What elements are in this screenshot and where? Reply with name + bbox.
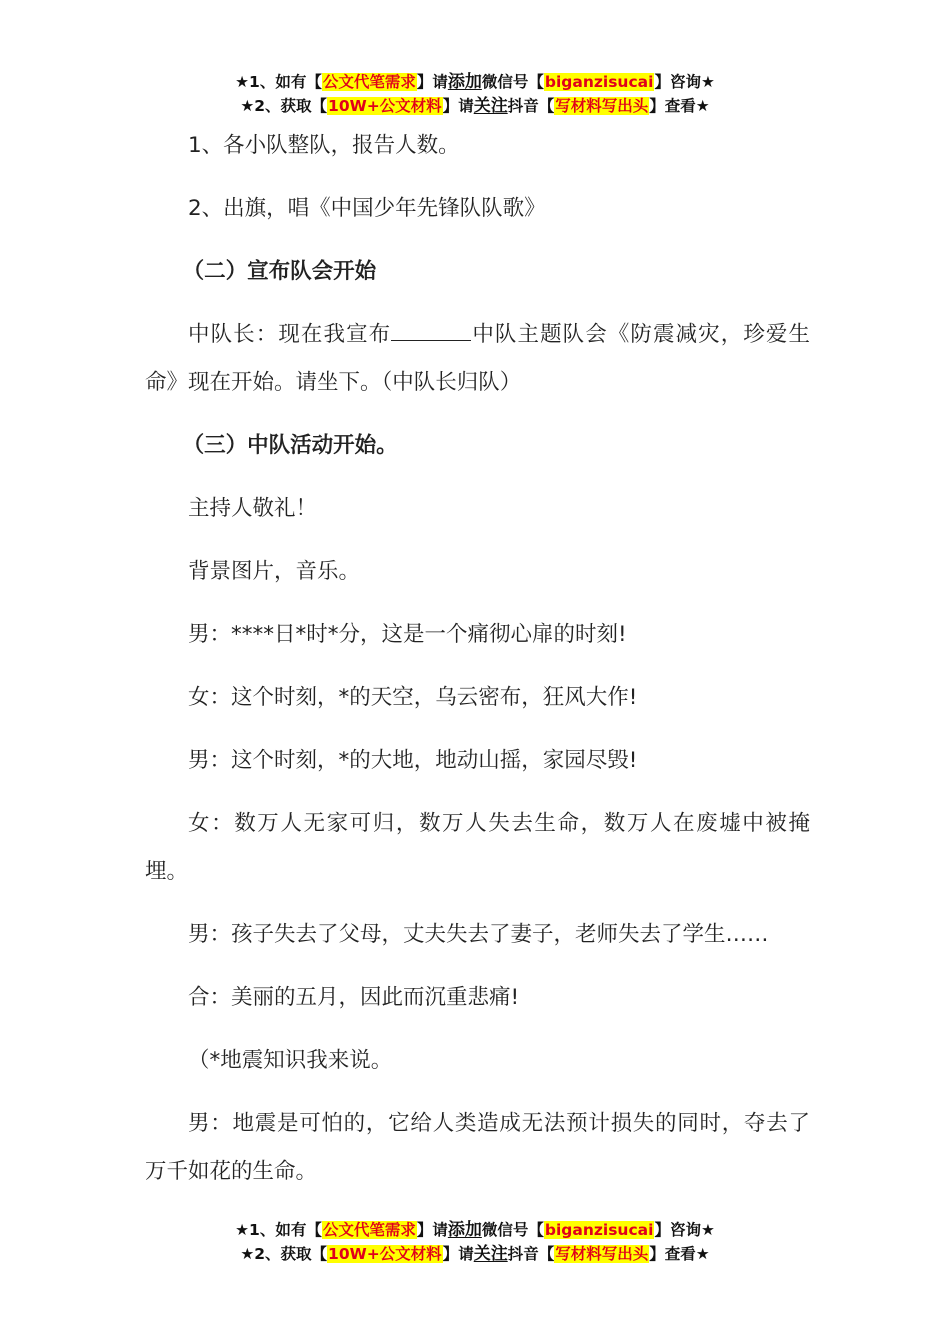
banner-text: 】请 [442,97,474,115]
paragraph: 男：这个时刻，*的大地，地动山摇，家园尽毁! [188,748,638,773]
banner-line-2 [0,94,950,118]
banner-underlined: 关注 [473,1244,508,1264]
paragraph: 女：数万人无家可归，数万人失去生命，数万人在废墟中被掩埋。 [145,811,810,884]
paragraph [145,311,810,407]
section-heading: （三）中队活动开始。 [182,433,398,458]
banner-text: 】查看★ [649,1245,710,1263]
paragraph: 主持人敬礼！ [188,496,318,521]
banner-line-1 [0,70,950,94]
banner-underlined: 添加 [447,1220,482,1240]
paragraph-text: 中队主题队会《防震减灾，珍爱生命》现在开始。请坐下。（中队长归队） [145,322,810,395]
paragraph: 男：地震是可怕的，它给人类造成无法预计损失的同时，夺去了万千如花的生命。 [145,1111,810,1184]
banner-highlight-wechat: biganzisucai [544,73,654,91]
paragraph: （*地震知识我来说。 [188,1048,393,1073]
banner-text: ★2、获取【 [240,1245,328,1263]
header-banner [0,70,950,118]
banner-text: 】咨询★ [654,73,715,91]
banner-text: 】查看★ [649,97,710,115]
banner-text: ★2、获取【 [240,97,328,115]
banner-highlight-douyin: 写材料写出头 [555,1245,649,1263]
banner-highlight-wechat: biganzisucai [544,1221,654,1239]
banner-highlight: 公文代笔需求 [322,73,416,91]
banner-text: ★1、如有【 [235,73,322,91]
banner-text: 】咨询★ [654,1221,715,1239]
banner-text: 】请 [416,1221,448,1239]
banner-highlight: 10W+公文材料 [328,1245,442,1263]
banner-line-1 [0,1218,950,1242]
footer-banner [0,1218,950,1266]
document-body [145,122,810,1211]
banner-highlight-douyin: 写材料写出头 [555,97,649,115]
banner-text: ★1、如有【 [235,1221,322,1239]
paragraph: 男：****日*时*分，这是一个痛彻心扉的时刻! [188,622,627,647]
paragraph: 合：美丽的五月，因此而沉重悲痛! [188,985,520,1010]
fill-in-blank [391,318,471,341]
banner-text: 】请 [442,1245,474,1263]
paragraph: 1、各小队整队，报告人数。 [188,133,460,158]
banner-text: 】请 [416,73,448,91]
paragraph: 背景图片，音乐。 [188,559,361,584]
banner-underlined: 关注 [473,96,508,116]
paragraph: 2、出旗，唱《中国少年先锋队队歌》 [188,196,546,221]
banner-text: 微信号【 [481,1221,544,1239]
paragraph: 男：孩子失去了父母，丈夫失去了妻子，老师失去了学生…… [188,922,769,947]
banner-highlight: 10W+公文材料 [328,97,442,115]
banner-text: 抖音【 [507,97,555,115]
section-heading: （二）宣布队会开始 [182,259,377,284]
banner-text: 抖音【 [507,1245,555,1263]
paragraph-text: 中队长：现在我宣布 [188,322,392,347]
banner-line-2 [0,1242,950,1266]
banner-underlined: 添加 [447,72,482,92]
banner-text: 微信号【 [481,73,544,91]
banner-highlight: 公文代笔需求 [322,1221,416,1239]
paragraph: 女：这个时刻，*的天空，乌云密布，狂风大作! [188,685,638,710]
